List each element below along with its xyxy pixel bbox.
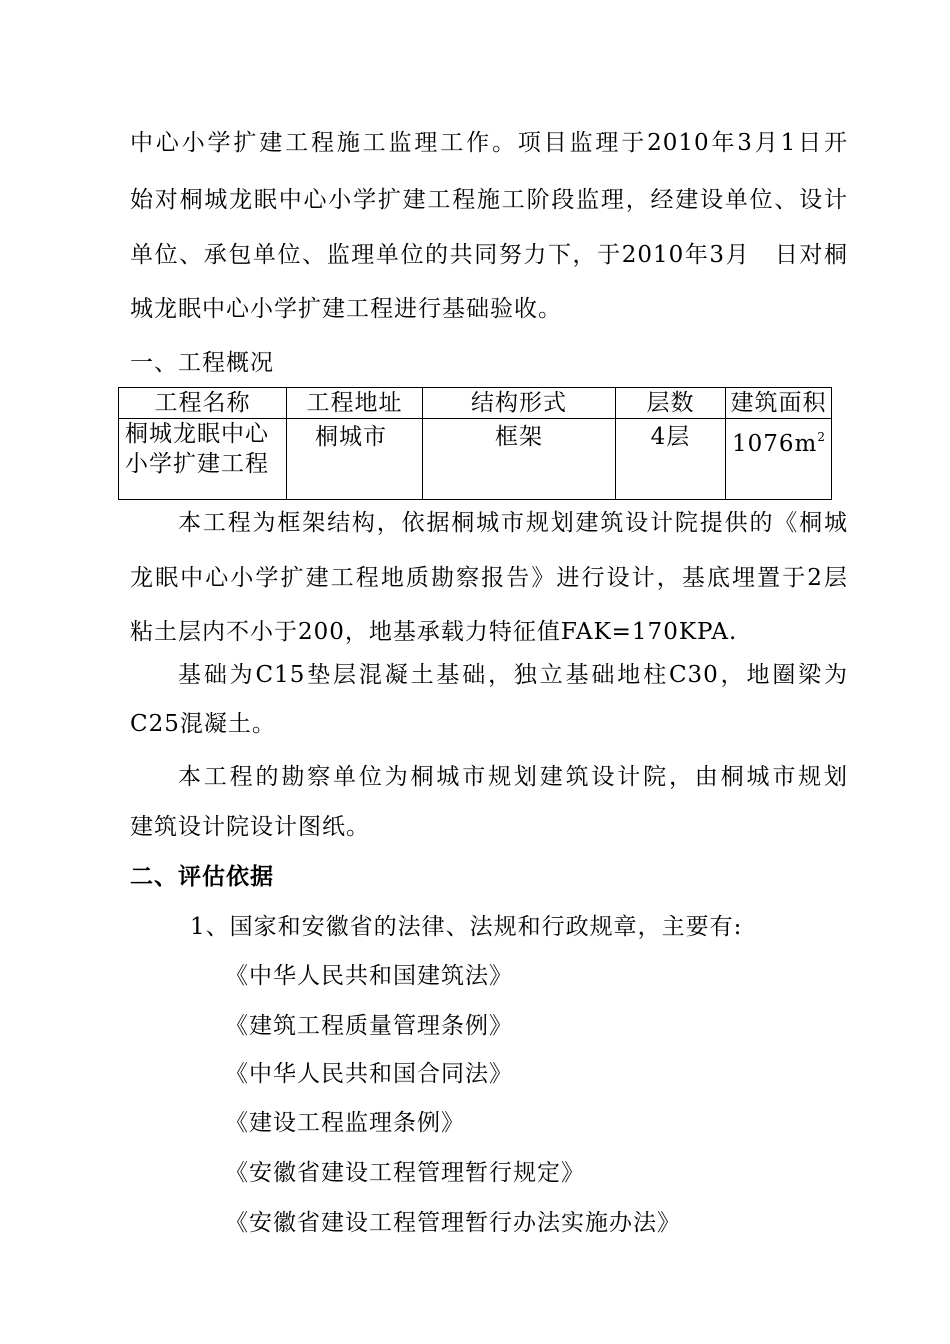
survey-line-2: 建筑设计院设计图纸。 — [130, 814, 370, 840]
intro-line-1: 中心小学扩建工程施工监理工作。项目监理于2010年3月1日开 — [130, 130, 848, 156]
intro-line-4: 城龙眠中心小学扩建工程进行基础验收。 — [130, 296, 562, 322]
structure-line-3: 粘土层内不小于200，地基承载力特征值FAK=170KPA. — [130, 619, 738, 645]
cell-project-address: 桐城市 — [287, 419, 423, 500]
list-item: 《中华人民共和国合同法》 — [225, 1061, 513, 1087]
list-item: 《安徽省建设工程管理暂行办法实施办法》 — [225, 1210, 681, 1236]
cell-structure-type: 框架 — [423, 419, 616, 500]
cell-project-name — [119, 419, 287, 500]
survey-line-1: 本工程的勘察单位为桐城市规划建筑设计院，由桐城市规划 — [178, 764, 848, 790]
intro-line-2: 始对桐城龙眠中心小学扩建工程施工阶段监理，经建设单位、设计 — [130, 187, 848, 213]
intro-line-3: 单位、承包单位、监理单位的共同努力下，于2010年3月 日对桐 — [130, 242, 848, 268]
building-area-unit-superscript: 2 — [817, 430, 825, 444]
header-floors: 层数 — [616, 388, 726, 419]
foundation-line-2: C25混凝土。 — [130, 711, 276, 737]
project-name-line-2: 小学扩建工程 — [125, 451, 269, 477]
table-header-row — [119, 388, 832, 419]
project-overview-table — [118, 387, 832, 500]
header-structure-type: 结构形式 — [423, 388, 616, 419]
foundation-line-1: 基础为C15垫层混凝土基础，独立基础地柱C30，地圈梁为 — [178, 662, 848, 688]
structure-line-2: 龙眠中心小学扩建工程地质勘察报告》进行设计，基底埋置于2层 — [130, 565, 848, 591]
list-item: 《安徽省建设工程管理暂行规定》 — [225, 1160, 585, 1186]
list-item: 《中华人民共和国建筑法》 — [225, 963, 513, 989]
header-project-name: 工程名称 — [119, 388, 287, 419]
cell-building-area — [726, 419, 832, 500]
project-name-line-1: 桐城龙眠中心 — [125, 421, 269, 447]
list-item: 《建设工程监理条例》 — [225, 1110, 465, 1136]
list-item: 《建筑工程质量管理条例》 — [225, 1013, 513, 1039]
structure-line-1: 本工程为框架结构，依据桐城市规划建筑设计院提供的《桐城 — [178, 510, 848, 536]
cell-floors: 4层 — [616, 419, 726, 500]
table-row — [119, 419, 832, 500]
building-area-value: 1076m — [732, 431, 818, 457]
header-project-address: 工程地址 — [287, 388, 423, 419]
header-building-area: 建筑面积 — [726, 388, 832, 419]
section-2-heading: 二、评估依据 — [130, 863, 274, 890]
basis-item-1: 1、国家和安徽省的法律、法规和行政规章，主要有: — [190, 914, 743, 940]
section-1-heading: 一、工程概况 — [130, 350, 274, 376]
